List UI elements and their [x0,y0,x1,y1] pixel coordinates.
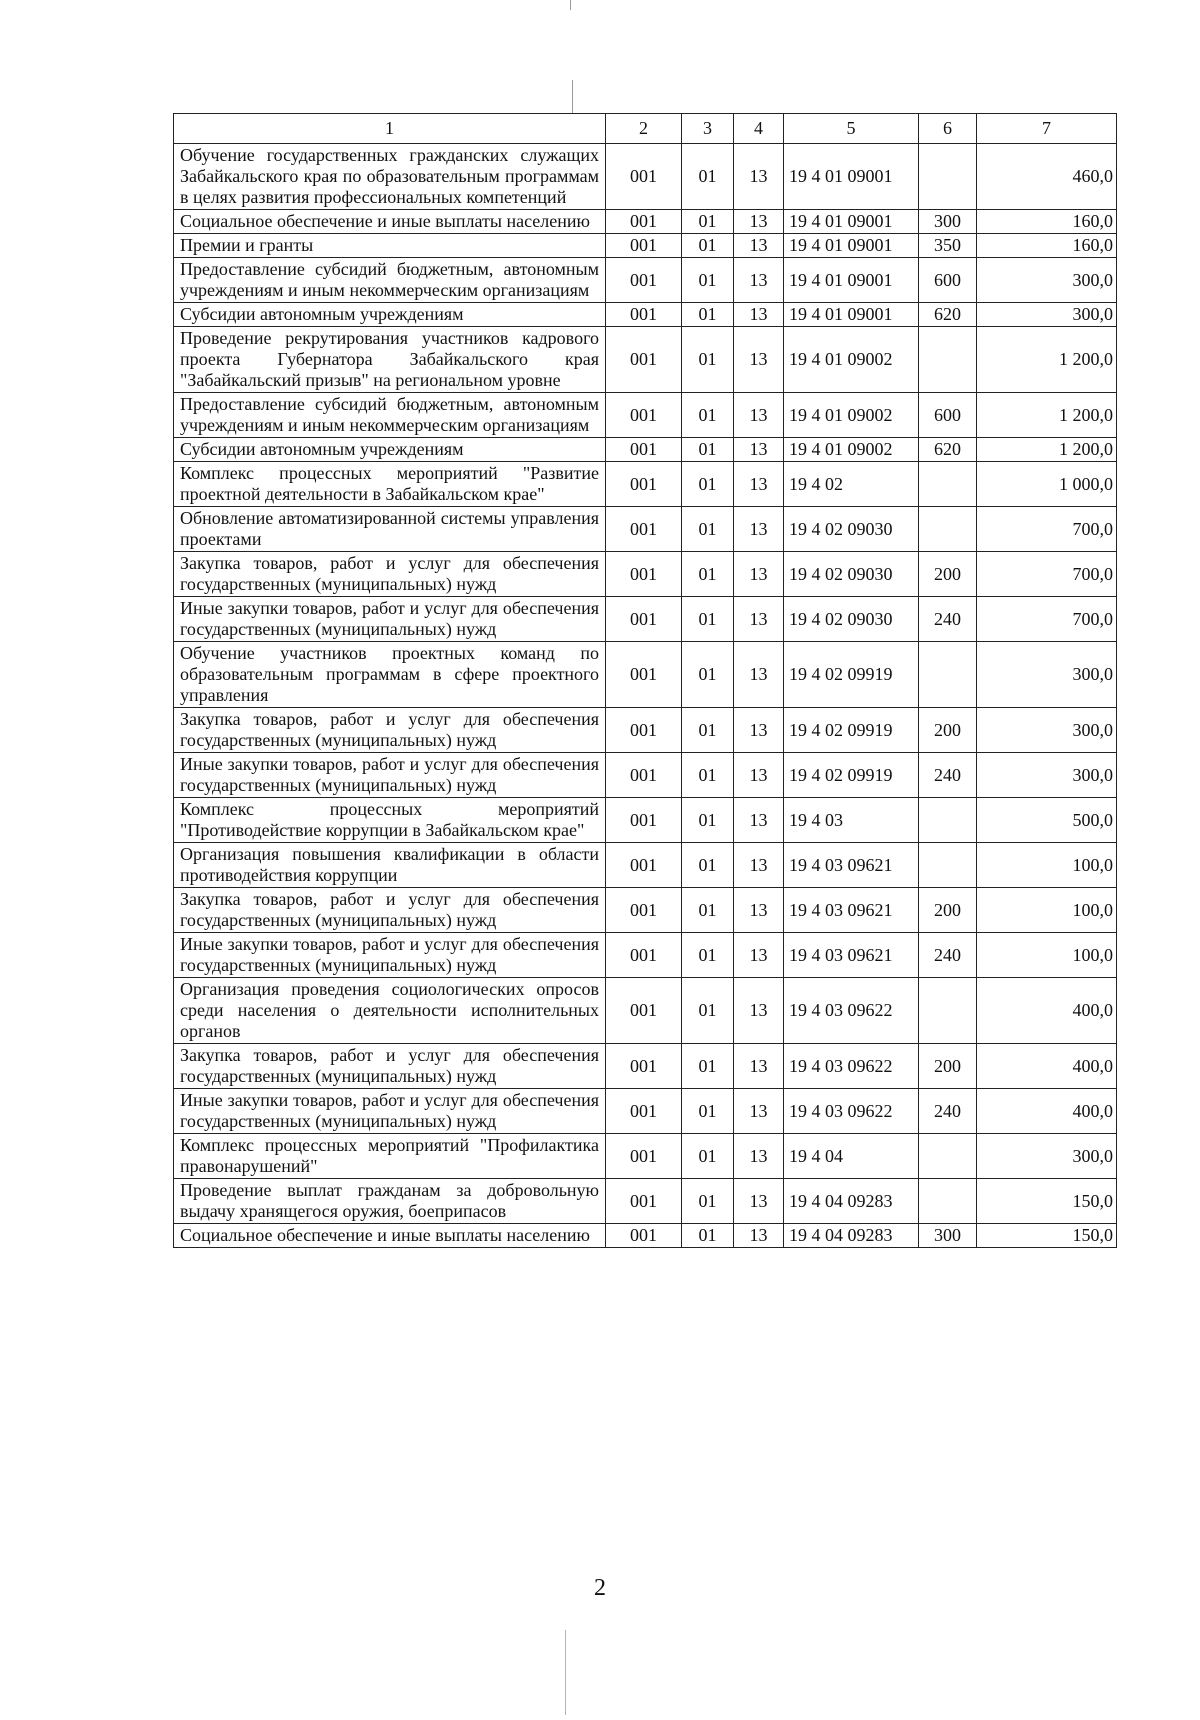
table-row [174,888,1117,933]
row-target-article-cell: 19 4 03 09621 [784,933,919,978]
row-grbs-cell: 001 [606,507,682,552]
row-target-article-cell: 19 4 01 09002 [784,438,919,462]
row-section-cell: 01 [682,798,734,843]
row-section-cell: 01 [682,1044,734,1089]
table-row [174,507,1117,552]
table-body [174,144,1117,1248]
row-grbs-cell: 001 [606,843,682,888]
row-section-cell: 01 [682,642,734,708]
row-grbs-cell: 001 [606,753,682,798]
header-col-5: 5 [784,114,919,144]
row-section-cell: 01 [682,597,734,642]
row-target-article-cell: 19 4 03 09621 [784,843,919,888]
row-target-article-cell: 19 4 04 [784,1134,919,1179]
row-grbs-cell: 001 [606,708,682,753]
row-target-article-cell: 19 4 02 09030 [784,507,919,552]
row-amount-cell: 160,0 [977,210,1117,234]
row-expense-type-cell: 200 [919,552,977,597]
row-subsection-cell: 13 [734,978,784,1044]
row-grbs-cell: 001 [606,1134,682,1179]
row-section-cell: 01 [682,1224,734,1248]
row-section-cell: 01 [682,303,734,327]
row-grbs-cell: 001 [606,888,682,933]
row-target-article-cell: 19 4 03 [784,798,919,843]
row-section-cell: 01 [682,210,734,234]
row-grbs-cell: 001 [606,144,682,210]
row-subsection-cell: 13 [734,1044,784,1089]
row-subsection-cell: 13 [734,303,784,327]
row-subsection-cell: 13 [734,1179,784,1224]
row-expense-type-cell: 240 [919,753,977,798]
row-name-cell: Иные закупки товаров, работ и услуг для обеспечения государственных (муниципальных) нужд [174,933,606,978]
row-grbs-cell: 001 [606,393,682,438]
row-name-cell: Иные закупки товаров, работ и услуг для обеспечения государственных (муниципальных) нужд [174,753,606,798]
row-name-cell: Закупка товаров, работ и услуг для обеспечения государственных (муниципальных) нужд [174,552,606,597]
row-section-cell: 01 [682,258,734,303]
table-row [174,1224,1117,1248]
row-amount-cell: 700,0 [977,597,1117,642]
row-name-cell: Организация проведения социологических опросов среди населения о деятельности исполнительных органов [174,978,606,1044]
row-section-cell: 01 [682,1179,734,1224]
row-grbs-cell: 001 [606,597,682,642]
row-subsection-cell: 13 [734,597,784,642]
row-subsection-cell: 13 [734,888,784,933]
row-grbs-cell: 001 [606,210,682,234]
row-amount-cell: 400,0 [977,1089,1117,1134]
row-expense-type-cell: 200 [919,888,977,933]
row-expense-type-cell: 200 [919,708,977,753]
row-section-cell: 01 [682,888,734,933]
row-target-article-cell: 19 4 02 09919 [784,753,919,798]
table-row [174,438,1117,462]
row-grbs-cell: 001 [606,1179,682,1224]
row-section-cell: 01 [682,327,734,393]
row-subsection-cell: 13 [734,1089,784,1134]
table-row [174,1089,1117,1134]
row-subsection-cell: 13 [734,798,784,843]
row-expense-type-cell [919,843,977,888]
row-expense-type-cell: 620 [919,303,977,327]
table-row [174,210,1117,234]
row-expense-type-cell: 600 [919,393,977,438]
table-row [174,327,1117,393]
table-row [174,753,1117,798]
row-expense-type-cell [919,144,977,210]
row-grbs-cell: 001 [606,438,682,462]
row-name-cell: Проведение выплат гражданам за добровольную выдачу хранящегося оружия, боеприпасов [174,1179,606,1224]
row-target-article-cell: 19 4 01 09001 [784,303,919,327]
row-amount-cell: 700,0 [977,507,1117,552]
row-expense-type-cell: 240 [919,1089,977,1134]
row-amount-cell: 500,0 [977,798,1117,843]
row-name-cell: Обучение государственных гражданских служащих Забайкальского края по образовательным программам в целях развития профессиональных компетенций [174,144,606,210]
row-name-cell: Субсидии автономным учреждениям [174,303,606,327]
table-row [174,843,1117,888]
row-expense-type-cell: 350 [919,234,977,258]
row-grbs-cell: 001 [606,1224,682,1248]
row-amount-cell: 700,0 [977,552,1117,597]
row-subsection-cell: 13 [734,843,784,888]
row-expense-type-cell: 240 [919,597,977,642]
row-expense-type-cell [919,978,977,1044]
row-target-article-cell: 19 4 01 09002 [784,327,919,393]
row-subsection-cell: 13 [734,393,784,438]
row-subsection-cell: 13 [734,1224,784,1248]
row-name-cell: Социальное обеспечение и иные выплаты населению [174,210,606,234]
row-name-cell: Комплекс процессных мероприятий "Развитие проектной деятельности в Забайкальском крае" [174,462,606,507]
table-row [174,642,1117,708]
table-row [174,1134,1117,1179]
row-grbs-cell: 001 [606,258,682,303]
row-name-cell: Обучение участников проектных команд по образовательным программам в сфере проектного управления [174,642,606,708]
row-subsection-cell: 13 [734,327,784,393]
row-section-cell: 01 [682,1134,734,1179]
row-name-cell: Предоставление субсидий бюджетным, автономным учреждениям и иным некоммерческим организациям [174,393,606,438]
row-grbs-cell: 001 [606,1089,682,1134]
row-target-article-cell: 19 4 03 09622 [784,978,919,1044]
row-name-cell: Организация повышения квалификации в области противодействия коррупции [174,843,606,888]
row-amount-cell: 300,0 [977,753,1117,798]
row-amount-cell: 300,0 [977,708,1117,753]
table-row [174,462,1117,507]
header-col-2: 2 [606,114,682,144]
row-subsection-cell: 13 [734,258,784,303]
row-section-cell: 01 [682,438,734,462]
row-grbs-cell: 001 [606,933,682,978]
row-amount-cell: 460,0 [977,144,1117,210]
row-section-cell: 01 [682,978,734,1044]
page-number: 2 [594,1575,606,1601]
table-row [174,393,1117,438]
row-amount-cell: 1 000,0 [977,462,1117,507]
row-section-cell: 01 [682,507,734,552]
row-target-article-cell: 19 4 03 09622 [784,1044,919,1089]
row-section-cell: 01 [682,144,734,210]
row-subsection-cell: 13 [734,438,784,462]
table-header [174,114,1117,144]
row-name-cell: Премии и гранты [174,234,606,258]
table-row [174,303,1117,327]
row-amount-cell: 100,0 [977,933,1117,978]
row-subsection-cell: 13 [734,708,784,753]
row-grbs-cell: 001 [606,234,682,258]
row-section-cell: 01 [682,933,734,978]
row-amount-cell: 300,0 [977,303,1117,327]
row-amount-cell: 150,0 [977,1179,1117,1224]
row-target-article-cell: 19 4 01 09001 [784,234,919,258]
row-name-cell: Обновление автоматизированной системы управления проектами [174,507,606,552]
row-target-article-cell: 19 4 04 09283 [784,1179,919,1224]
row-section-cell: 01 [682,1089,734,1134]
table-row [174,144,1117,210]
table-row [174,258,1117,303]
row-subsection-cell: 13 [734,642,784,708]
row-expense-type-cell: 620 [919,438,977,462]
row-expense-type-cell [919,798,977,843]
budget-table [173,113,1117,1248]
row-amount-cell: 100,0 [977,888,1117,933]
row-subsection-cell: 13 [734,144,784,210]
header-row [174,114,1117,144]
row-subsection-cell: 13 [734,933,784,978]
row-target-article-cell: 19 4 02 09919 [784,642,919,708]
row-section-cell: 01 [682,393,734,438]
row-name-cell: Субсидии автономным учреждениям [174,438,606,462]
table-row [174,798,1117,843]
table-row [174,708,1117,753]
row-grbs-cell: 001 [606,303,682,327]
row-target-article-cell: 19 4 02 09919 [784,708,919,753]
row-expense-type-cell: 300 [919,1224,977,1248]
row-target-article-cell: 19 4 01 09002 [784,393,919,438]
row-amount-cell: 160,0 [977,234,1117,258]
row-expense-type-cell: 600 [919,258,977,303]
header-col-6: 6 [919,114,977,144]
table-row [174,597,1117,642]
row-amount-cell: 300,0 [977,642,1117,708]
row-amount-cell: 1 200,0 [977,438,1117,462]
row-expense-type-cell [919,1134,977,1179]
row-target-article-cell: 19 4 02 [784,462,919,507]
row-expense-type-cell [919,327,977,393]
row-section-cell: 01 [682,552,734,597]
row-section-cell: 01 [682,462,734,507]
row-amount-cell: 400,0 [977,1044,1117,1089]
row-target-article-cell: 19 4 02 09030 [784,552,919,597]
table-row [174,978,1117,1044]
row-expense-type-cell [919,642,977,708]
header-col-3: 3 [682,114,734,144]
row-target-article-cell: 19 4 03 09621 [784,888,919,933]
row-grbs-cell: 001 [606,642,682,708]
row-name-cell: Предоставление субсидий бюджетным, автономным учреждениям и иным некоммерческим организациям [174,258,606,303]
row-target-article-cell: 19 4 02 09030 [784,597,919,642]
row-grbs-cell: 001 [606,327,682,393]
row-amount-cell: 1 200,0 [977,327,1117,393]
row-amount-cell: 400,0 [977,978,1117,1044]
row-expense-type-cell: 200 [919,1044,977,1089]
row-section-cell: 01 [682,843,734,888]
row-target-article-cell: 19 4 03 09622 [784,1089,919,1134]
row-expense-type-cell [919,462,977,507]
row-target-article-cell: 19 4 01 09001 [784,210,919,234]
row-name-cell: Комплекс процессных мероприятий "Противодействие коррупции в Забайкальском крае" [174,798,606,843]
row-subsection-cell: 13 [734,507,784,552]
table-row [174,1179,1117,1224]
row-subsection-cell: 13 [734,462,784,507]
row-grbs-cell: 001 [606,798,682,843]
scan-artifact-header [572,80,573,114]
row-expense-type-cell [919,1179,977,1224]
row-expense-type-cell: 300 [919,210,977,234]
row-expense-type-cell: 240 [919,933,977,978]
table-row [174,933,1117,978]
row-target-article-cell: 19 4 01 09001 [784,258,919,303]
row-subsection-cell: 13 [734,234,784,258]
row-name-cell: Социальное обеспечение и иные выплаты населению [174,1224,606,1248]
row-name-cell: Иные закупки товаров, работ и услуг для обеспечения государственных (муниципальных) нужд [174,1089,606,1134]
row-amount-cell: 1 200,0 [977,393,1117,438]
row-amount-cell: 150,0 [977,1224,1117,1248]
row-section-cell: 01 [682,753,734,798]
row-subsection-cell: 13 [734,753,784,798]
row-name-cell: Закупка товаров, работ и услуг для обеспечения государственных (муниципальных) нужд [174,1044,606,1089]
row-name-cell: Закупка товаров, работ и услуг для обеспечения государственных (муниципальных) нужд [174,888,606,933]
header-col-7: 7 [977,114,1117,144]
row-name-cell: Закупка товаров, работ и услуг для обеспечения государственных (муниципальных) нужд [174,708,606,753]
row-target-article-cell: 19 4 04 09283 [784,1224,919,1248]
table-row [174,552,1117,597]
row-amount-cell: 300,0 [977,258,1117,303]
header-col-4: 4 [734,114,784,144]
row-name-cell: Комплекс процессных мероприятий "Профилактика правонарушений" [174,1134,606,1179]
row-subsection-cell: 13 [734,210,784,234]
header-col-1: 1 [174,114,606,144]
row-name-cell: Иные закупки товаров, работ и услуг для обеспечения государственных (муниципальных) нужд [174,597,606,642]
row-grbs-cell: 001 [606,978,682,1044]
row-grbs-cell: 001 [606,552,682,597]
row-section-cell: 01 [682,234,734,258]
row-subsection-cell: 13 [734,552,784,597]
row-target-article-cell: 19 4 01 09001 [784,144,919,210]
scan-artifact-top [570,0,571,10]
row-expense-type-cell [919,507,977,552]
table-row [174,1044,1117,1089]
row-name-cell: Проведение рекрутирования участников кадрового проекта Губернатора Забайкальского края "Забайкальский призыв" на региональном уровне [174,327,606,393]
row-grbs-cell: 001 [606,1044,682,1089]
row-subsection-cell: 13 [734,1134,784,1179]
row-grbs-cell: 001 [606,462,682,507]
table-row [174,234,1117,258]
row-amount-cell: 300,0 [977,1134,1117,1179]
scan-artifact-bottom [565,1630,566,1715]
row-amount-cell: 100,0 [977,843,1117,888]
row-section-cell: 01 [682,708,734,753]
